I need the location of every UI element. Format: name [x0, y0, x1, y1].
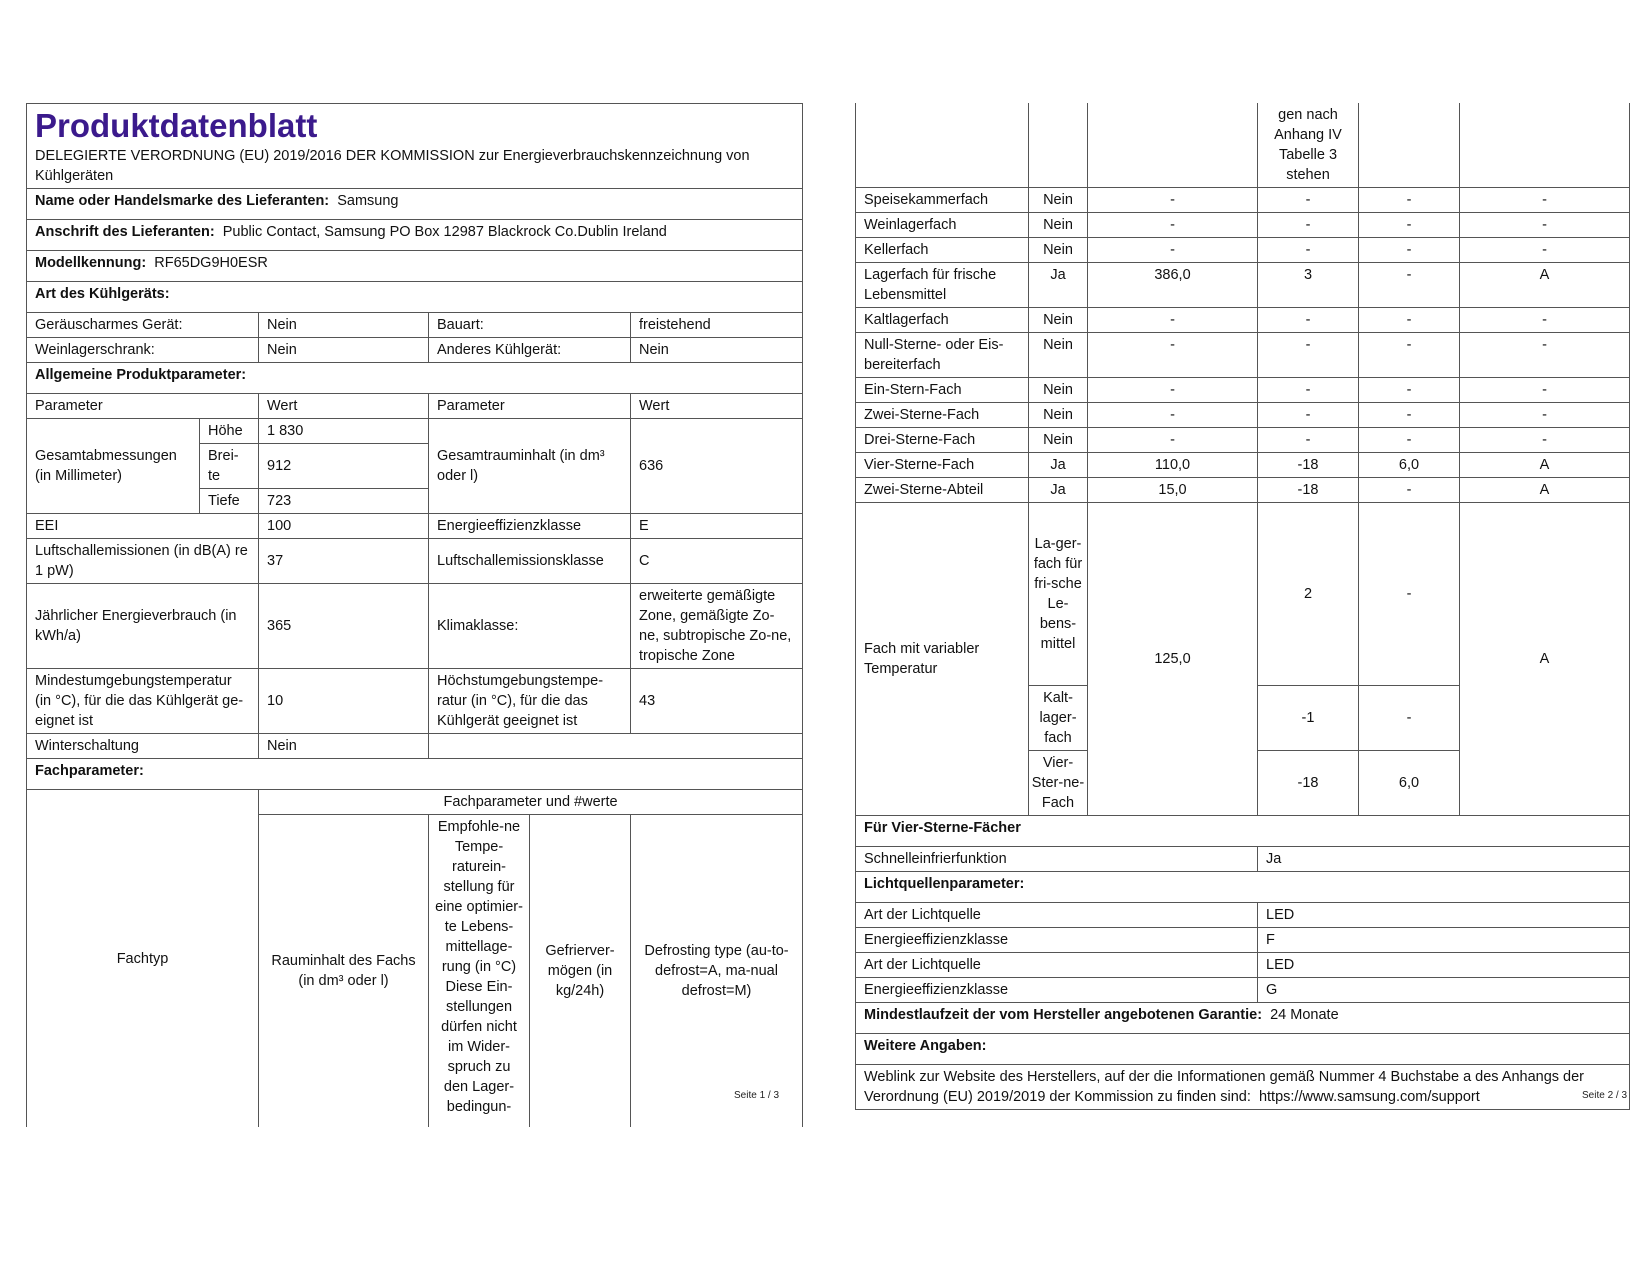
max-temp-value: 43: [631, 669, 803, 734]
compartment-present: Nein: [1029, 188, 1088, 213]
compartment-temp: -18: [1258, 453, 1359, 478]
compartment-row: [856, 238, 1630, 263]
weblink-text: Weblink zur Website des Herstellers, auf der die Informationen gemäß Nummer 4 Buchstabe a des Anhangs der Verordnung (EU) 2019/2019 der Kommission zu finden sind:: [864, 1069, 1584, 1105]
supplier-row: [27, 189, 803, 220]
weblink-url[interactable]: https://www.samsung.com/support: [1258, 1089, 1480, 1105]
compartment-temp: -: [1258, 333, 1359, 378]
cont-empty-5: [1460, 103, 1630, 188]
compartment-present: Ja: [1029, 453, 1088, 478]
compartment-row: [856, 403, 1630, 428]
compartment-defrost: -: [1460, 213, 1630, 238]
noise-label: Luftschallemissionen (in dB(A) re 1 pW): [27, 539, 259, 584]
compartment-defrost: -: [1460, 378, 1630, 403]
variable-sub-2-temp: -1: [1258, 686, 1359, 751]
variable-sub-2-name: Kalt-lager-fach: [1029, 686, 1088, 751]
light-class-value-2: G: [1258, 978, 1630, 1003]
compartment-name: Null-Sterne- oder Eis-bereiterfach: [856, 333, 1029, 378]
compartment-present: Nein: [1029, 213, 1088, 238]
compartment-row: [856, 453, 1630, 478]
volume-label: Gesamtrauminhalt (in dm³ oder l): [429, 419, 631, 514]
cont-empty-3: [1088, 103, 1258, 188]
compartment-present: Ja: [1029, 478, 1088, 503]
light-class-label-1: Energieeffizienzklasse: [856, 928, 1258, 953]
light-type-value-2: LED: [1258, 953, 1630, 978]
compartment-row: [856, 308, 1630, 333]
compartment-defrost: -: [1460, 333, 1630, 378]
variable-sub-2-freeze: -: [1359, 686, 1460, 751]
compartment-present: Nein: [1029, 308, 1088, 333]
light-heading: Lichtquellenparameter:: [856, 872, 1630, 903]
height-label: Höhe: [200, 419, 259, 444]
dims-label: Gesamtabmessungen (in Millimeter): [27, 419, 200, 514]
variable-sub-3-temp: -18: [1258, 751, 1359, 816]
compartment-volume: -: [1088, 403, 1258, 428]
light-class-label-2: Energieeffizienzklasse: [856, 978, 1258, 1003]
compartment-defrost: -: [1460, 188, 1630, 213]
compartment-temp: -: [1258, 428, 1359, 453]
warranty-value: 24 Monate: [1270, 1007, 1339, 1023]
col-param-1: Parameter: [27, 394, 259, 419]
width-value: 912: [259, 444, 429, 489]
regulation-text: DELEGIERTE VERORDNUNG (EU) 2019/2016 DER KOMMISSION zur Energieverbrauchskennzeichnung von Kühlgeräten: [35, 148, 750, 184]
noise-class-label: Luftschallemissionsklasse: [429, 539, 631, 584]
compartment-temp: -: [1258, 378, 1359, 403]
compartment-volume: -: [1088, 428, 1258, 453]
light-type-label-2: Art der Lichtquelle: [856, 953, 1258, 978]
address-value: Public Contact, Samsung PO Box 12987 Blackrock Co.Dublin Ireland: [222, 224, 667, 240]
climate-value: erweiterte gemäßigte Zone, gemäßigte Zo-ne, subtropische Zo-ne, tropische Zone: [631, 584, 803, 669]
compartment-present: Nein: [1029, 428, 1088, 453]
compartment-freeze: -: [1359, 188, 1460, 213]
quick-freeze-value: Ja: [1258, 847, 1630, 872]
compartment-freeze: -: [1359, 428, 1460, 453]
compartment-defrost: -: [1460, 308, 1630, 333]
compartment-name: Zwei-Sterne-Fach: [856, 403, 1029, 428]
compartment-freeze: -: [1359, 213, 1460, 238]
variable-sub-1-name: La-ger-fach für fri-sche Le-bens-mittel: [1029, 503, 1088, 686]
compartment-row: [856, 378, 1630, 403]
header-continuation: gen nach Anhang IV Tabelle 3 stehen: [1258, 103, 1359, 188]
compartment-row: [856, 213, 1630, 238]
compartment-defrost: -: [1460, 238, 1630, 263]
compartment-temp: -: [1258, 308, 1359, 333]
low-noise-label: Geräuscharmes Gerät:: [27, 313, 259, 338]
compartment-temp: -: [1258, 213, 1359, 238]
four-star-heading: Für Vier-Sterne-Fächer: [856, 816, 1630, 847]
comp-heading: Fachparameter:: [27, 759, 803, 790]
compartment-volume: -: [1088, 188, 1258, 213]
compartment-temp: -: [1258, 238, 1359, 263]
compartment-row: [856, 188, 1630, 213]
wine-value: Nein: [259, 338, 429, 363]
col-value-2: Wert: [631, 394, 803, 419]
compartment-temp: 3: [1258, 263, 1359, 308]
other-value: Nein: [631, 338, 803, 363]
depth-value: 723: [259, 489, 429, 514]
variable-sub-3-name: Vier-Ster-ne-Fach: [1029, 751, 1088, 816]
energy-label: Jährlicher Energieverbrauch (in kWh/a): [27, 584, 259, 669]
page-1: [26, 103, 802, 1127]
supplier-label: Name oder Handelsmarke des Lieferanten:: [35, 193, 330, 209]
variable-sub-1-freeze: -: [1359, 503, 1460, 686]
wine-label: Weinlagerschrank:: [27, 338, 259, 363]
supplier-value: Samsung: [337, 193, 399, 209]
comp-group-header: Fachparameter und #werte: [259, 790, 803, 815]
compartment-volume: 15,0: [1088, 478, 1258, 503]
height-value: 1 830: [259, 419, 429, 444]
compartment-freeze: -: [1359, 478, 1460, 503]
general-heading: Allgemeine Produktparameter:: [27, 363, 803, 394]
type-heading: Art des Kühlgeräts:: [27, 282, 803, 313]
cont-empty-1: [856, 103, 1029, 188]
cont-empty-4: [1359, 103, 1460, 188]
variable-defrost: A: [1460, 503, 1630, 816]
compartment-present: Nein: [1029, 238, 1088, 263]
col-param-2: Parameter: [429, 394, 631, 419]
compartment-present: Nein: [1029, 333, 1088, 378]
energy-value: 365: [259, 584, 429, 669]
compartment-present: Ja: [1029, 263, 1088, 308]
compartment-freeze: -: [1359, 403, 1460, 428]
width-label: Brei-te: [200, 444, 259, 489]
compartment-defrost: A: [1460, 263, 1630, 308]
compartment-freeze: -: [1359, 263, 1460, 308]
compartment-name: Speisekammerfach: [856, 188, 1029, 213]
col-defrost: Defrosting type (au-to-defrost=A, ma-nual defrost=M): [631, 815, 803, 1128]
quick-freeze-label: Schnelleinfrierfunktion: [856, 847, 1258, 872]
compartment-rows: [856, 188, 1630, 503]
eei-value: 100: [259, 514, 429, 539]
compartment-row: [856, 478, 1630, 503]
compartment-defrost: A: [1460, 478, 1630, 503]
eclass-label: Energieeffizienzklasse: [429, 514, 631, 539]
model-label: Modellkennung:: [35, 255, 147, 271]
col-freeze: Gefrierver-mögen (in kg/24h): [530, 815, 631, 1128]
design-value: freistehend: [631, 313, 803, 338]
address-label: Anschrift des Lieferanten:: [35, 224, 215, 240]
variable-sub-3-freeze: 6,0: [1359, 751, 1460, 816]
compartment-freeze: -: [1359, 238, 1460, 263]
winter-value: Nein: [259, 734, 429, 759]
compartment-row: [856, 263, 1630, 308]
col-volume: Rauminhalt des Fachs (in dm³ oder l): [259, 815, 429, 1128]
variable-volume: 125,0: [1088, 503, 1258, 816]
page-2-footer: Seite 2 / 3: [1582, 1090, 1628, 1101]
header-cell: [27, 104, 803, 189]
noise-class-value: C: [631, 539, 803, 584]
other-label: Anderes Kühlgerät:: [429, 338, 631, 363]
further-heading: Weitere Angaben:: [856, 1034, 1630, 1065]
compartment-defrost: A: [1460, 453, 1630, 478]
compartment-freeze: -: [1359, 308, 1460, 333]
compartment-name: Kellerfach: [856, 238, 1029, 263]
compartment-row: [856, 333, 1630, 378]
design-label: Bauart:: [429, 313, 631, 338]
compartment-name: Vier-Sterne-Fach: [856, 453, 1029, 478]
compartment-volume: 110,0: [1088, 453, 1258, 478]
page-title: Produktdatenblatt: [35, 107, 318, 144]
address-row: [27, 220, 803, 251]
compartment-freeze: 6,0: [1359, 453, 1460, 478]
compartment-name: Lagerfach für frische Lebensmittel: [856, 263, 1029, 308]
min-temp-label: Mindestumgebungstemperatur (in °C), für die das Kühlgerät ge-eignet ist: [27, 669, 259, 734]
compartment-volume: -: [1088, 308, 1258, 333]
compartment-temp: -: [1258, 188, 1359, 213]
col-type: Fachtyp: [27, 790, 259, 1128]
compartment-freeze: -: [1359, 378, 1460, 403]
page-1-footer: Seite 1 / 3: [734, 1090, 780, 1101]
compartment-name: Weinlagerfach: [856, 213, 1029, 238]
model-row: [27, 251, 803, 282]
page-2: [855, 103, 1629, 1110]
variable-name: Fach mit variabler Temperatur: [856, 503, 1029, 816]
compartment-present: Nein: [1029, 403, 1088, 428]
cont-empty-2: [1029, 103, 1088, 188]
compartment-volume: -: [1088, 333, 1258, 378]
warranty-row: [856, 1003, 1630, 1034]
min-temp-value: 10: [259, 669, 429, 734]
compartment-name: Ein-Stern-Fach: [856, 378, 1029, 403]
compartment-volume: -: [1088, 378, 1258, 403]
compartment-volume: 386,0: [1088, 263, 1258, 308]
depth-label: Tiefe: [200, 489, 259, 514]
compartment-defrost: -: [1460, 403, 1630, 428]
compartment-row: [856, 428, 1630, 453]
eclass-value: E: [631, 514, 803, 539]
warranty-label: Mindestlaufzeit der vom Hersteller angebotenen Garantie:: [864, 1007, 1263, 1023]
datasheet-table-page-1: [26, 103, 803, 1127]
compartment-temp: -18: [1258, 478, 1359, 503]
volume-value: 636: [631, 419, 803, 514]
datasheet-table-page-2: [855, 103, 1630, 1110]
low-noise-value: Nein: [259, 313, 429, 338]
compartment-temp: -: [1258, 403, 1359, 428]
light-type-value-1: LED: [1258, 903, 1630, 928]
weblink-row: [856, 1065, 1630, 1110]
compartment-defrost: -: [1460, 428, 1630, 453]
compartment-freeze: -: [1359, 333, 1460, 378]
winter-empty: [429, 734, 803, 759]
compartment-present: Nein: [1029, 378, 1088, 403]
noise-value: 37: [259, 539, 429, 584]
eei-label: EEI: [27, 514, 259, 539]
model-value: RF65DG9H0ESR: [154, 255, 268, 271]
variable-sub-1-temp: 2: [1258, 503, 1359, 686]
light-class-value-1: F: [1258, 928, 1630, 953]
climate-label: Klimaklasse:: [429, 584, 631, 669]
compartment-name: Kaltlagerfach: [856, 308, 1029, 333]
compartment-volume: -: [1088, 213, 1258, 238]
winter-label: Winterschaltung: [27, 734, 259, 759]
compartment-name: Zwei-Sterne-Abteil: [856, 478, 1029, 503]
compartment-name: Drei-Sterne-Fach: [856, 428, 1029, 453]
col-value-1: Wert: [259, 394, 429, 419]
max-temp-label: Höchstumgebungstempe-ratur (in °C), für die das Kühlgerät geeignet ist: [429, 669, 631, 734]
light-type-label-1: Art der Lichtquelle: [856, 903, 1258, 928]
compartment-volume: -: [1088, 238, 1258, 263]
col-temp: Empfohle-ne Tempe-raturein-stellung für eine optimier-te Lebens-mittellage-rung (in °C) Diese Ein-stellungen dürfen nicht im Wider-spruch zu den Lager-bedingun-: [429, 815, 530, 1128]
